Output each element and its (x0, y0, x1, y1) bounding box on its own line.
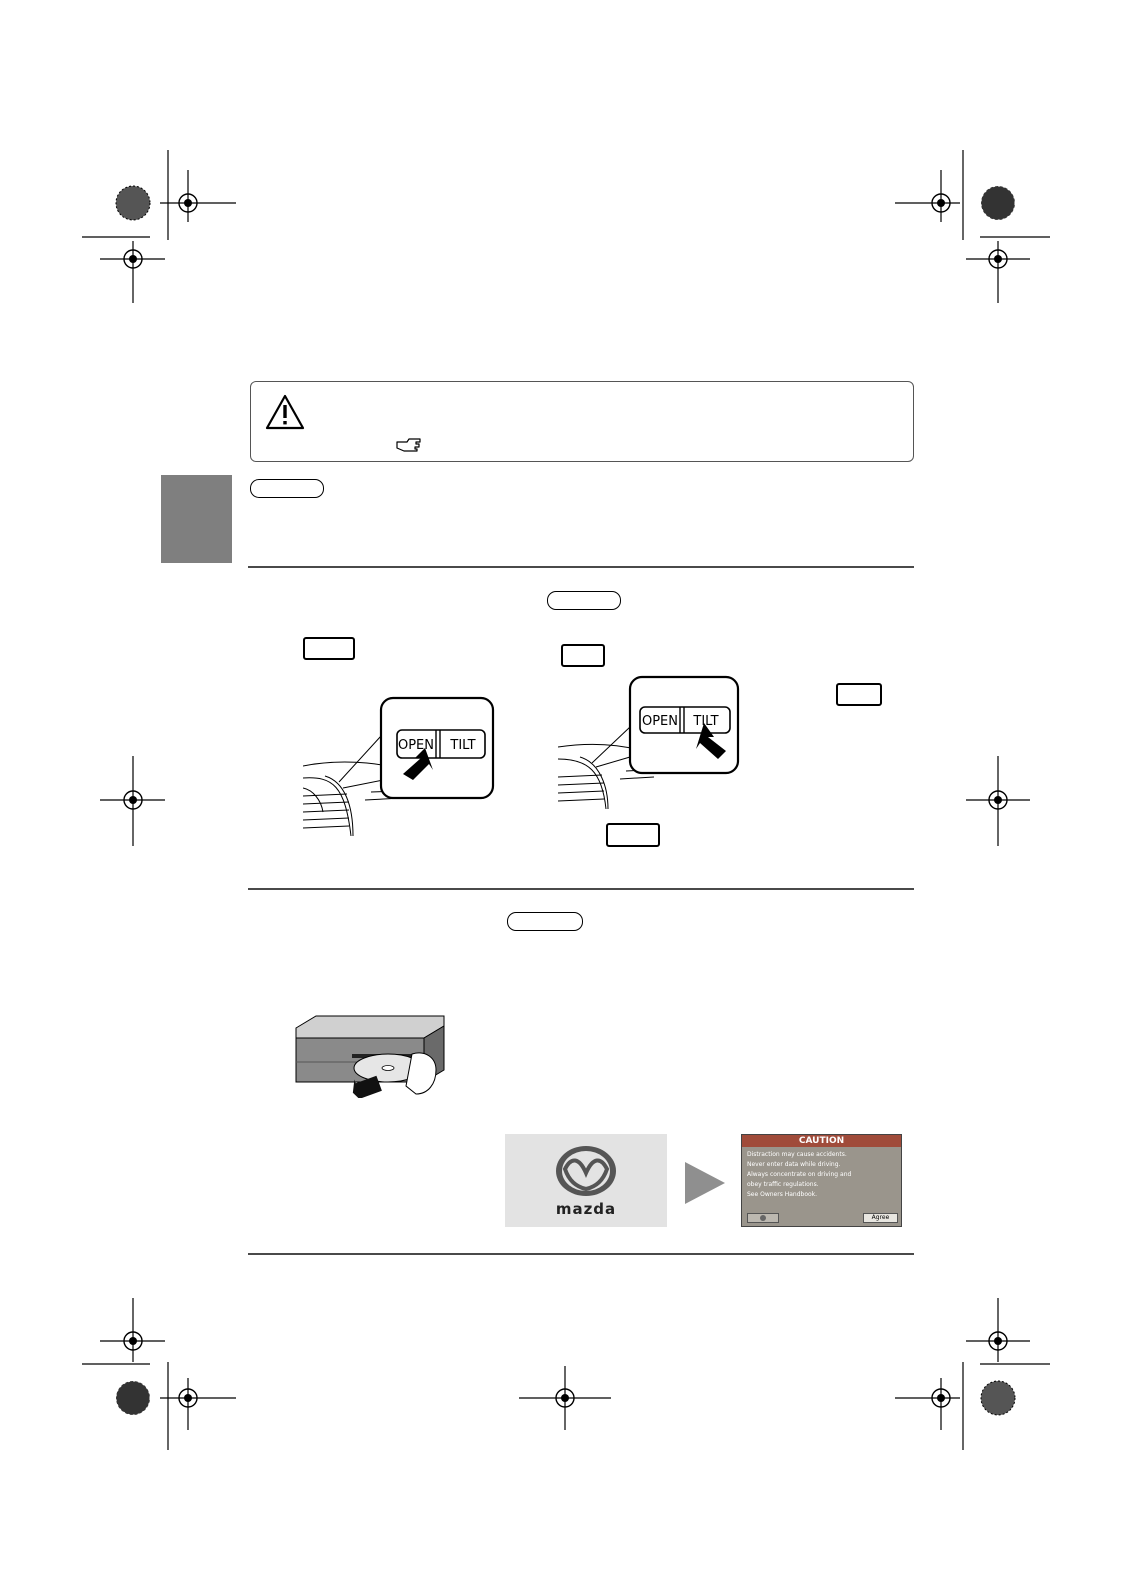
caution-line-5: See Owners Handbook. (747, 1191, 818, 1198)
open-button-label: OPEN (397, 738, 435, 753)
note-label-pill (250, 479, 324, 498)
tilt-button-label: TILT (693, 714, 719, 729)
section-divider (248, 888, 914, 890)
warning-triangle-icon (265, 394, 305, 430)
caution-line-1: Distraction may cause accidents. (747, 1151, 847, 1158)
section-divider (248, 1253, 914, 1255)
key-label-box (561, 644, 605, 667)
next-screen-arrow-icon (683, 1160, 727, 1206)
open-button-label: OPEN (641, 714, 679, 729)
section-divider (248, 566, 914, 568)
help-button[interactable] (747, 1213, 779, 1223)
caution-screen (741, 1134, 902, 1227)
key-label-box (836, 683, 882, 706)
caution-screen-title: CAUTION (798, 1136, 845, 1146)
help-icon (760, 1215, 766, 1221)
key-label-box (303, 637, 355, 660)
caution-line-4: obey traffic regulations. (747, 1181, 819, 1188)
caution-box (250, 381, 914, 462)
caution-line-3: Always concentrate on driving and (747, 1171, 852, 1178)
tilt-button-label: TILT (450, 738, 476, 753)
section-label-pill (547, 591, 621, 610)
chapter-side-tab (161, 475, 232, 563)
caution-line-2: Never enter data while driving. (747, 1161, 841, 1168)
agree-button[interactable]: Agree (863, 1213, 898, 1223)
pointing-hand-icon (395, 437, 423, 453)
section-label-pill (507, 912, 583, 931)
open-button-illustration (303, 696, 495, 836)
disc-insertion-illustration (294, 1014, 454, 1098)
key-label-box (606, 823, 660, 847)
tilt-button-illustration (558, 675, 742, 815)
mazda-logo-screen (505, 1134, 667, 1227)
mazda-wordmark: mazda (555, 1200, 617, 1218)
mazda-emblem-icon (553, 1143, 619, 1199)
